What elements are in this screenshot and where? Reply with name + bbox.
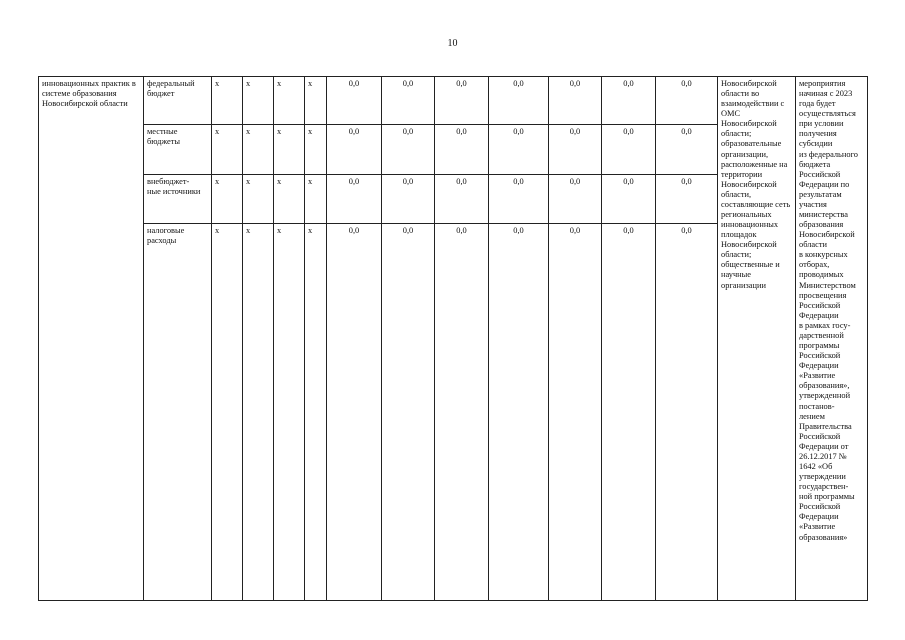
value-cell: 0,0: [327, 125, 382, 175]
table-cell: х: [212, 77, 243, 125]
value-cell: 0,0: [602, 77, 656, 125]
value-cell: 0,0: [327, 224, 382, 601]
table-cell: х: [243, 224, 274, 601]
value-cell: 0,0: [656, 175, 718, 224]
table-cell: х: [274, 125, 305, 175]
table-cell: х: [243, 77, 274, 125]
table-cell: х: [243, 175, 274, 224]
table-cell: х: [305, 224, 327, 601]
table-cell: х: [212, 224, 243, 601]
value-cell: 0,0: [656, 125, 718, 175]
table-cell: х: [212, 125, 243, 175]
value-cell: 0,0: [549, 125, 602, 175]
value-cell: 0,0: [549, 77, 602, 125]
value-cell: 0,0: [656, 224, 718, 601]
table-cell: х: [305, 175, 327, 224]
value-cell: 0,0: [489, 125, 549, 175]
value-cell: 0,0: [435, 224, 489, 601]
value-cell: 0,0: [602, 175, 656, 224]
value-cell: 0,0: [327, 77, 382, 125]
source-cell: налоговые расходы: [144, 224, 212, 601]
table-cell: х: [274, 224, 305, 601]
table-cell: х: [212, 175, 243, 224]
value-cell: 0,0: [382, 77, 435, 125]
value-cell: 0,0: [382, 224, 435, 601]
table-cell: х: [243, 125, 274, 175]
source-cell: местные бюджеты: [144, 125, 212, 175]
value-cell: 0,0: [327, 175, 382, 224]
value-cell: 0,0: [656, 77, 718, 125]
value-cell: 0,0: [602, 125, 656, 175]
value-cell: 0,0: [435, 175, 489, 224]
value-cell: 0,0: [602, 224, 656, 601]
table-cell: х: [305, 77, 327, 125]
note-cell: мероприятия начиная с 2023 года будет осуществляться при условии получения субсидии из федерального бюджета Российской Федерации по результатам участия министерства образования Новосибирской области в конкурсных отборах, проводимых Министерством просвещения Российской Федерации в рамках госу- дарственной программы Российской Федерации «Развитие образования», утвержденной постанов- лением Правительства Российской Федерации от 26.12.2017 № 1642 «Об утверждении государствен- ной программы Российской Федерации «Развитие образования»: [796, 77, 868, 601]
value-cell: 0,0: [489, 77, 549, 125]
page-number: 10: [447, 38, 458, 49]
value-cell: 0,0: [489, 224, 549, 601]
value-cell: 0,0: [489, 175, 549, 224]
source-cell: внебюджет- ные источники: [144, 175, 212, 224]
measure-cell: инновационных практик в системе образования Новосибирской области: [39, 77, 144, 601]
value-cell: 0,0: [549, 175, 602, 224]
value-cell: 0,0: [435, 77, 489, 125]
executor-cell: Новосибирской области во взаимодействии с ОМС Новосибирской области; образовательные организации, расположенные на территории Новосибирской области, составляющие сеть региональных инновационных площадок Новосибирской области; общественные и научные организации: [718, 77, 796, 601]
table-cell: х: [274, 77, 305, 125]
value-cell: 0,0: [382, 175, 435, 224]
value-cell: 0,0: [382, 125, 435, 175]
table-cell: х: [274, 175, 305, 224]
table-cell: х: [305, 125, 327, 175]
table-row: [39, 77, 868, 125]
value-cell: 0,0: [549, 224, 602, 601]
value-cell: 0,0: [435, 125, 489, 175]
source-cell: федеральный бюджет: [144, 77, 212, 125]
program-table: [38, 76, 868, 601]
